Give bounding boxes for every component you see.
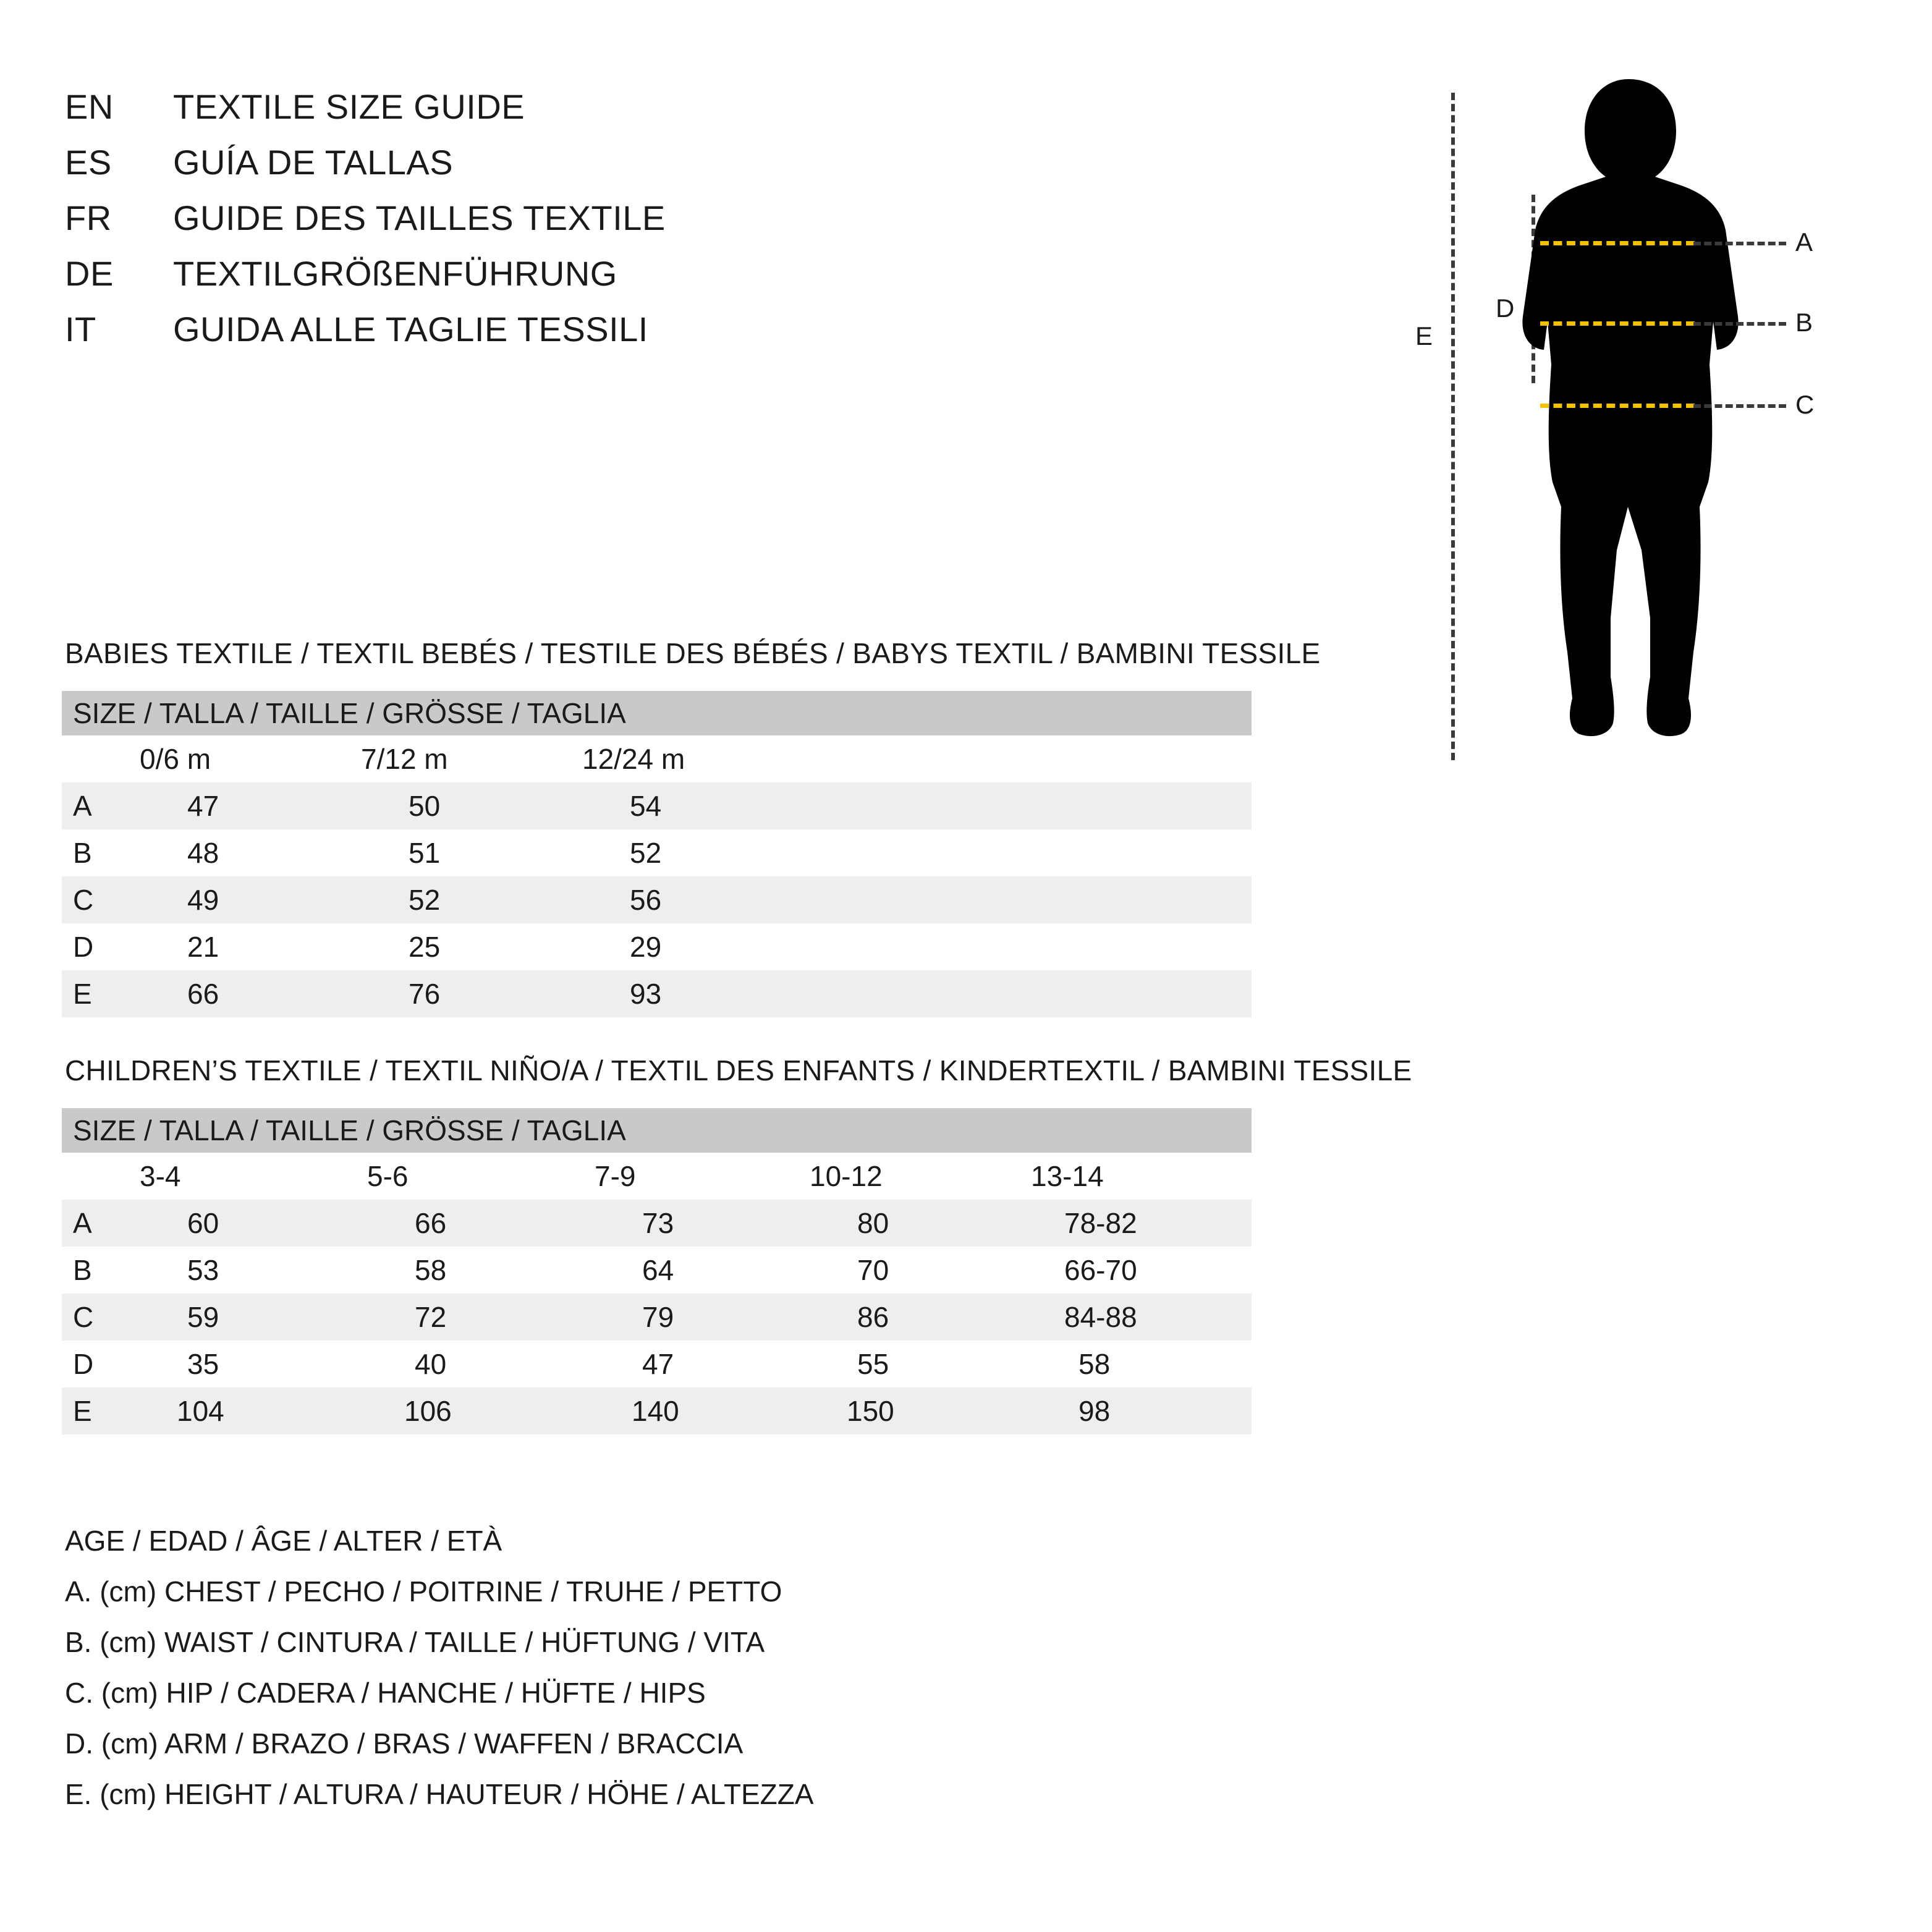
cell-value: 58: [356, 1247, 583, 1294]
cell-value: 55: [799, 1341, 1020, 1388]
row-label: D: [62, 923, 129, 970]
children-corner-cell: [62, 1153, 129, 1200]
legend-line-hip: C. (cm) HIP / CADERA / HANCHE / HÜFTE / HIPS: [65, 1677, 706, 1709]
babies-corner-cell: [62, 735, 129, 782]
cell-value: 106: [356, 1388, 583, 1434]
cell-value: 93: [571, 970, 1252, 1017]
cell-value: 98: [1020, 1388, 1252, 1434]
cell-value: 84-88: [1020, 1294, 1252, 1341]
language-title: GUIDA ALLE TAGLIE TESSILI: [173, 310, 648, 349]
table-row: [62, 1388, 1252, 1434]
language-code: EN: [65, 87, 114, 126]
legend-line-arm: D. (cm) ARM / BRAZO / BRAS / WAFFEN / BRACCIA: [65, 1727, 744, 1760]
cell-value: 66: [356, 1200, 583, 1247]
cell-value: 21: [129, 923, 350, 970]
cell-value: 70: [799, 1247, 1020, 1294]
table-row: [62, 1200, 1252, 1247]
table-row: [62, 1341, 1252, 1388]
language-code: ES: [65, 143, 112, 182]
cell-value: 25: [350, 923, 571, 970]
row-label: A: [62, 782, 129, 829]
cell-value: 140: [583, 1388, 799, 1434]
language-row-en: [65, 87, 868, 142]
height-guide-line-e: [1451, 93, 1455, 760]
children-column-header: 10-12: [799, 1153, 1020, 1200]
cell-value: 56: [571, 876, 1252, 923]
row-label: B: [62, 1247, 129, 1294]
cell-value: 54: [571, 782, 1252, 829]
babies-column-header: 7/12 m: [350, 735, 571, 782]
measurement-legend: [65, 1527, 1301, 1831]
row-label: D: [62, 1341, 129, 1388]
cell-value: 52: [571, 829, 1252, 876]
babies-column-header: 12/24 m: [571, 735, 1252, 782]
table-row: [62, 782, 1252, 829]
children-column-header-row: [62, 1153, 1252, 1200]
children-column-header: 5-6: [356, 1153, 583, 1200]
cell-value: 104: [129, 1388, 356, 1434]
row-label: A: [62, 1200, 129, 1247]
row-label: C: [62, 876, 129, 923]
cell-value: 49: [129, 876, 350, 923]
row-label: E: [62, 970, 129, 1017]
children-section-title: CHILDREN’S TEXTILE / TEXTIL NIÑO/A / TEXTIL DES ENFANTS / KINDERTEXTIL / BAMBINI TESSILE: [65, 1054, 1412, 1087]
cell-value: 73: [583, 1200, 799, 1247]
language-row-de: [65, 253, 868, 309]
legend-line-height: E. (cm) HEIGHT / ALTURA / HAUTEUR / HÖHE / ALTEZZA: [65, 1778, 814, 1810]
language-code: IT: [65, 310, 96, 349]
chest-leader-line-a: [1693, 242, 1786, 245]
table-row: [62, 1294, 1252, 1341]
cell-value: 66-70: [1020, 1247, 1252, 1294]
hip-leader-line-c: [1693, 404, 1786, 408]
child-silhouette-icon: [1496, 74, 1761, 760]
chest-measure-line-a: [1540, 241, 1695, 245]
babies-column-header: 0/6 m: [129, 735, 350, 782]
cell-value: 80: [799, 1200, 1020, 1247]
cell-value: 78-82: [1020, 1200, 1252, 1247]
babies-section-title: BABIES TEXTILE / TEXTIL BEBÉS / TESTILE DES BÉBÉS / BABYS TEXTIL / BAMBINI TESSILE: [65, 637, 1321, 669]
language-row-es: [65, 142, 868, 198]
waist-measure-line-b: [1540, 321, 1695, 326]
cell-value: 79: [583, 1294, 799, 1341]
figure-label-c: C: [1795, 390, 1815, 419]
row-label: C: [62, 1294, 129, 1341]
cell-value: 47: [583, 1341, 799, 1388]
legend-line-chest: A. (cm) CHEST / PECHO / POITRINE / TRUHE / PETTO: [65, 1575, 782, 1608]
legend-line-waist: B. (cm) WAIST / CINTURA / TAILLE / HÜFTUNG / VITA: [65, 1626, 765, 1658]
children-table-band: [62, 1108, 1252, 1153]
cell-value: 60: [129, 1200, 356, 1247]
cell-value: 52: [350, 876, 571, 923]
cell-value: 40: [356, 1341, 583, 1388]
babies-size-table: [62, 691, 1252, 1017]
table-row: [62, 923, 1252, 970]
language-title: GUÍA DE TALLAS: [173, 143, 454, 182]
table-row: [62, 970, 1252, 1017]
cell-value: 66: [129, 970, 350, 1017]
hip-measure-line-c: [1540, 404, 1695, 408]
legend-line-age: AGE / EDAD / ÂGE / ALTER / ETÀ: [65, 1525, 502, 1557]
figure-label-e: E: [1415, 321, 1433, 350]
cell-value: 72: [356, 1294, 583, 1341]
cell-value: 150: [799, 1388, 1020, 1434]
cell-value: 29: [571, 923, 1252, 970]
cell-value: 64: [583, 1247, 799, 1294]
cell-value: 50: [350, 782, 571, 829]
cell-value: 35: [129, 1341, 356, 1388]
language-title: TEXTILGRÖßENFÜHRUNG: [173, 254, 617, 293]
cell-value: 86: [799, 1294, 1020, 1341]
babies-column-header-row: [62, 735, 1252, 782]
babies-table-band: [62, 691, 1252, 735]
language-title: TEXTILE SIZE GUIDE: [173, 87, 525, 126]
cell-value: 47: [129, 782, 350, 829]
language-title-list: [65, 87, 868, 365]
children-column-header: 7-9: [583, 1153, 799, 1200]
cell-value: 76: [350, 970, 571, 1017]
figure-label-d: D: [1496, 294, 1515, 323]
language-title: GUIDE DES TAILLES TEXTILE: [173, 198, 666, 237]
cell-value: 48: [129, 829, 350, 876]
language-code: FR: [65, 198, 112, 237]
language-row-it: [65, 309, 868, 365]
row-label: B: [62, 829, 129, 876]
language-code: DE: [65, 254, 114, 293]
babies-band-label: SIZE / TALLA / TAILLE / GRÖSSE / TAGLIA: [62, 691, 1252, 735]
children-column-header: 13-14: [1020, 1153, 1252, 1200]
row-label: E: [62, 1388, 129, 1434]
figure-label-b: B: [1795, 308, 1813, 337]
figure-label-a: A: [1795, 227, 1813, 256]
language-row-fr: [65, 198, 868, 253]
cell-value: 51: [350, 829, 571, 876]
children-column-header: 3-4: [129, 1153, 356, 1200]
table-row: [62, 829, 1252, 876]
table-row: [62, 1247, 1252, 1294]
children-band-label: SIZE / TALLA / TAILLE / GRÖSSE / TAGLIA: [62, 1108, 1252, 1153]
cell-value: 58: [1020, 1341, 1252, 1388]
waist-leader-line-b: [1693, 322, 1786, 326]
cell-value: 59: [129, 1294, 356, 1341]
table-row: [62, 876, 1252, 923]
cell-value: 53: [129, 1247, 356, 1294]
children-size-table: [62, 1108, 1252, 1434]
measurement-diagram: [1403, 74, 1860, 766]
